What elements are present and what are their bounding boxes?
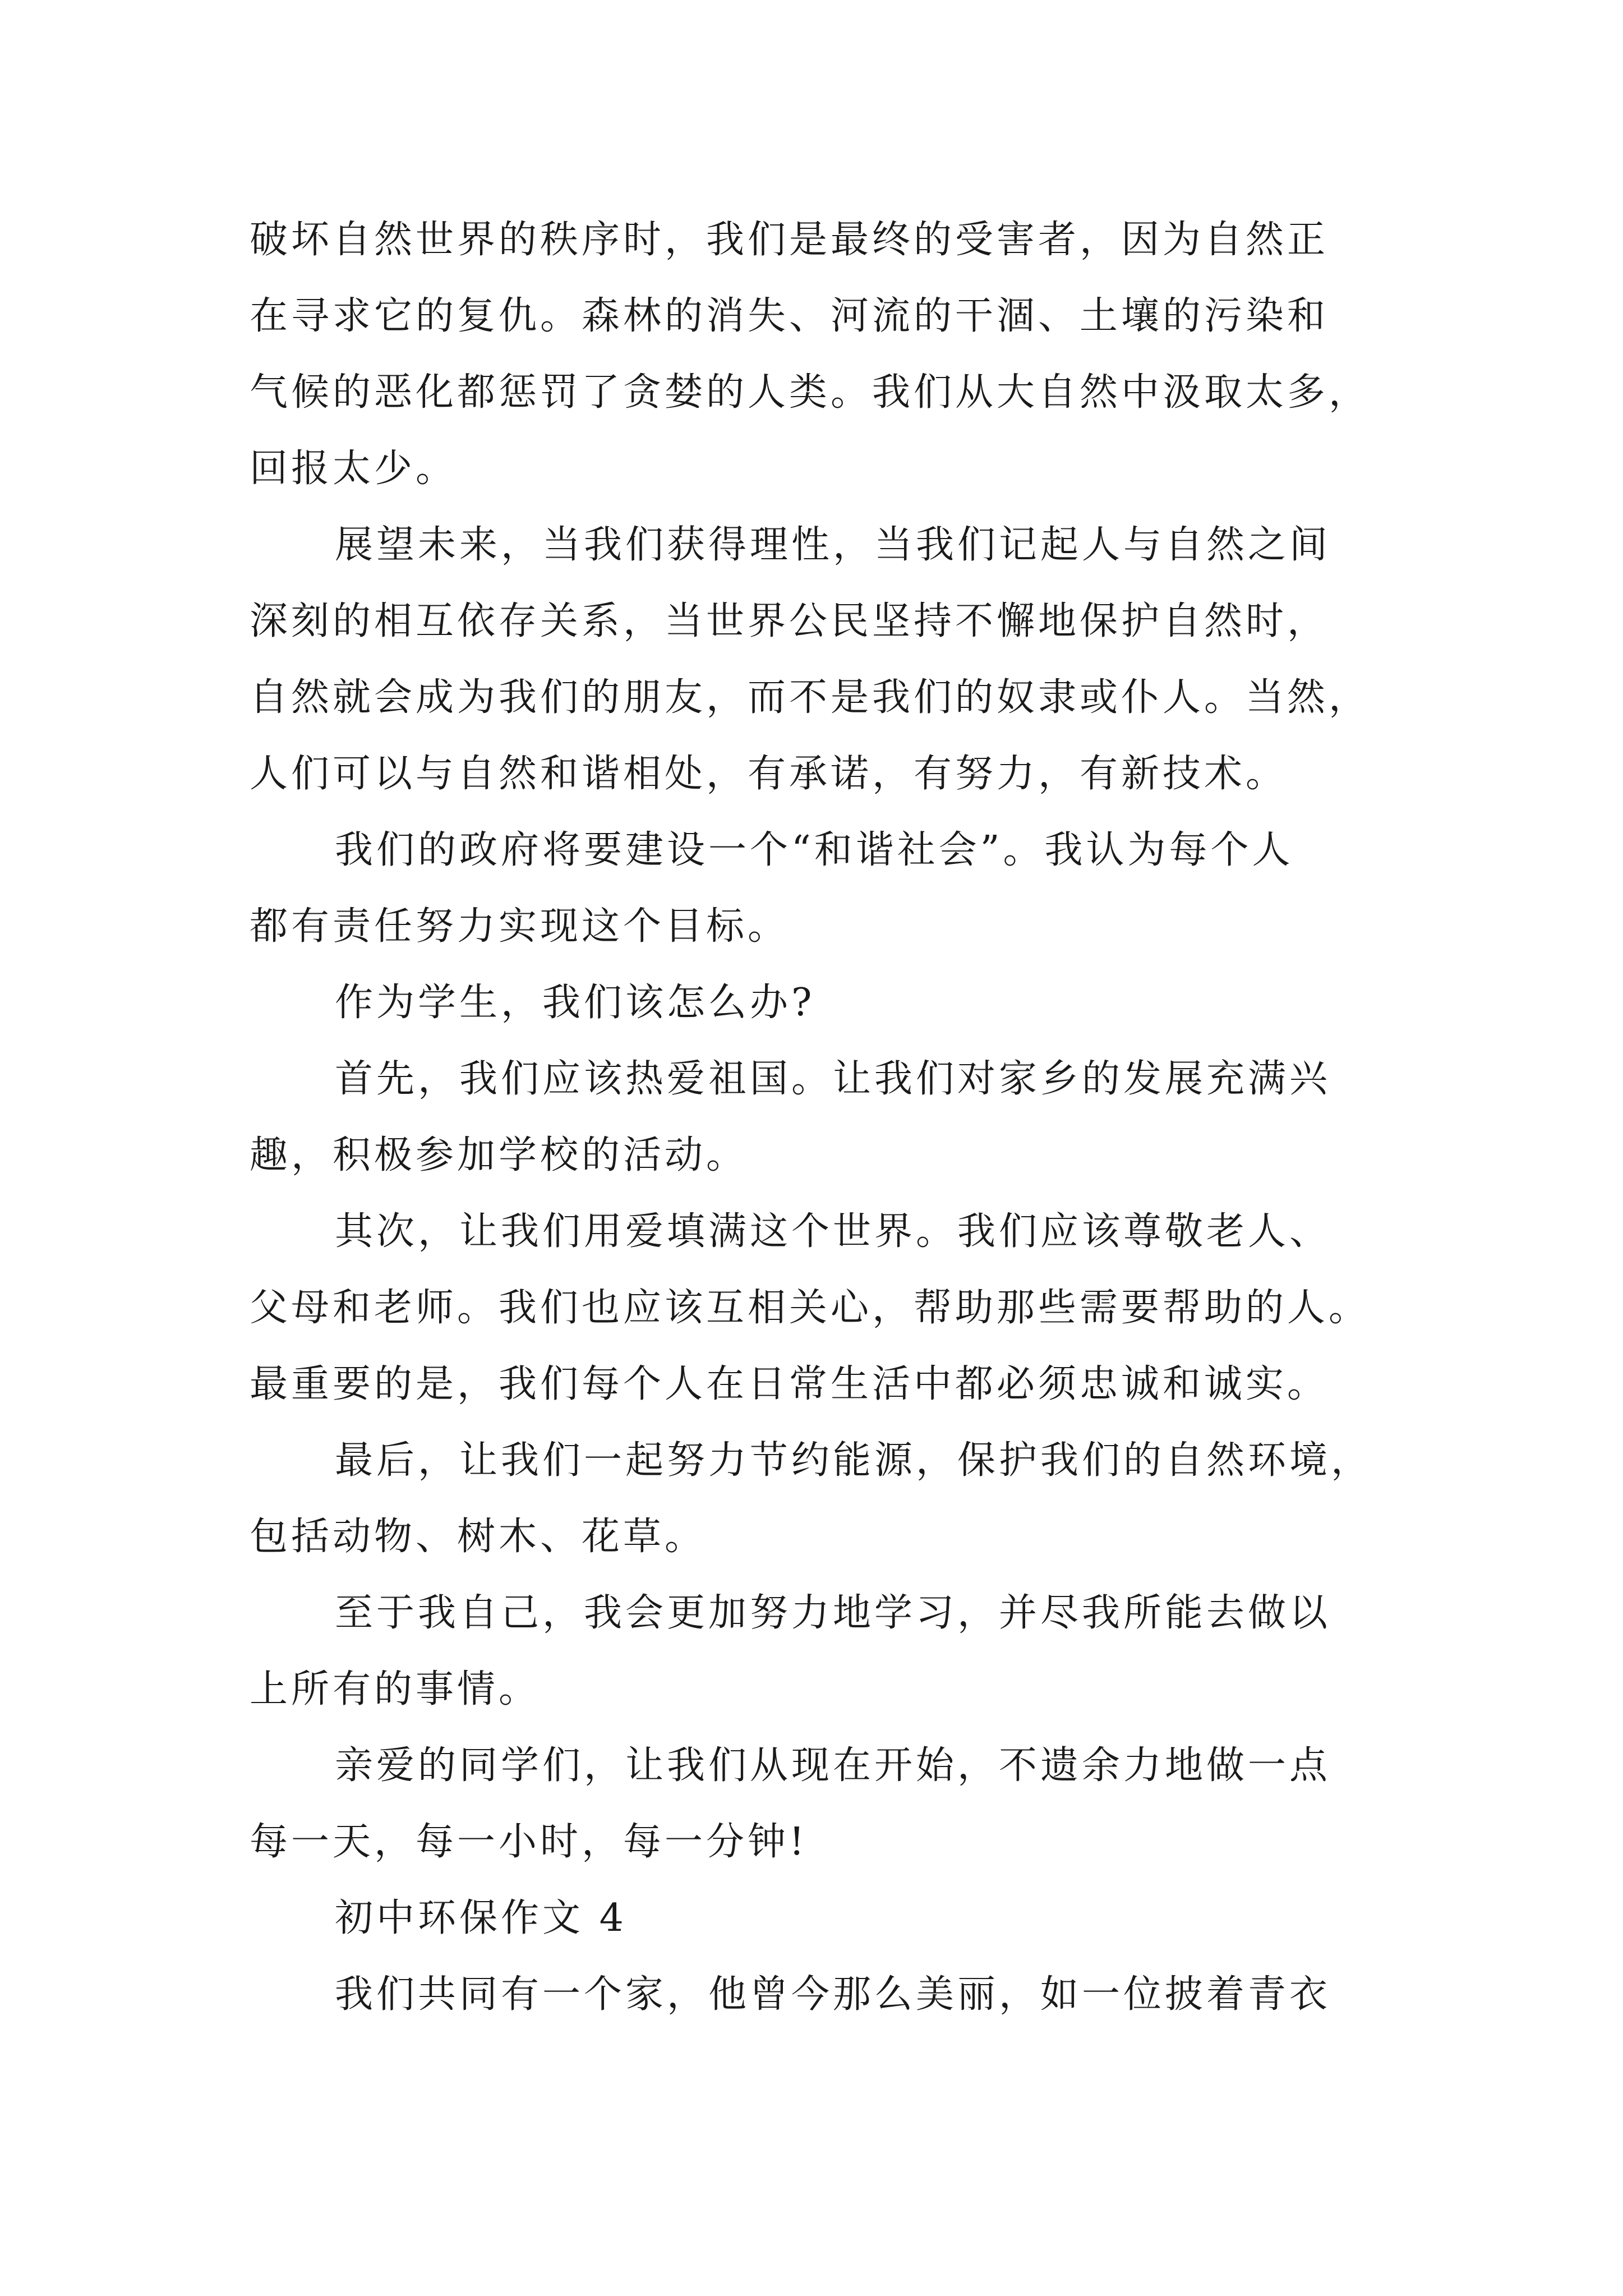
paragraph-first-line: 亲爱的同学们，让我们从现在开始，不遗余力地做一点 (335, 1743, 1331, 1788)
section-heading: 初中环保作文 4 (335, 1896, 627, 1940)
text-line: 破坏自然世界的秩序时，我们是最终的受害者，因为自然正 (250, 218, 1329, 262)
text-line: 最重要的是，我们每个人在日常生活中都必须忠诚和诚实。 (250, 1362, 1329, 1406)
text-line: 在寻求它的复仇。森林的消失、河流的干涸、土壤的污染和 (250, 294, 1329, 338)
text-line: 回报太少。 (250, 447, 458, 491)
text-line: 人们可以与自然和谐相处，有承诺，有努力，有新技术。 (250, 752, 1288, 796)
text-line: 深刻的相互依存关系，当世界公民坚持不懈地保护自然时， (250, 599, 1329, 643)
text-line: 趣，积极参加学校的活动。 (250, 1133, 748, 1177)
text-line: 都有责任努力实现这个目标。 (250, 904, 790, 949)
paragraph-first-line: 最后，让我们一起努力节约能源，保护我们的自然环境， (335, 1438, 1373, 1483)
paragraph-first-line: 至于我自己，我会更加努力地学习，并尽我所能去做以 (335, 1591, 1331, 1635)
essay-body (250, 202, 1416, 2033)
paragraph-first-line: 展望未来，当我们获得理性，当我们记起人与自然之间 (335, 523, 1331, 567)
text-line: 上所有的事情。 (250, 1667, 541, 1711)
text-line: 自然就会成为我们的朋友，而不是我们的奴隶或仆人。当然， (250, 675, 1371, 720)
text-line: 包括动物、树木、花草。 (250, 1515, 707, 1559)
text-line: 每一天，每一小时，每一分钟! (250, 1820, 808, 1864)
paragraph-first-line: 其次，让我们用爱填满这个世界。我们应该尊敬老人、 (335, 1209, 1331, 1254)
paragraph-first-line: 作为学生，我们该怎么办? (335, 981, 815, 1025)
text-line: 父母和老师。我们也应该互相关心，帮助那些需要帮助的人。 (250, 1286, 1371, 1330)
paragraph-first-line: 首先，我们应该热爱祖国。让我们对家乡的发展充满兴 (335, 1057, 1331, 1101)
paragraph-first-line: 我们共同有一个家，他曾今那么美丽，如一位披着青衣 (335, 1972, 1331, 2017)
paragraph-first-line: 我们的政府将要建设一个“和谐社会”。我认为每个人 (335, 828, 1294, 872)
text-line: 气候的恶化都惩罚了贪婪的人类。我们从大自然中汲取太多， (250, 370, 1371, 415)
